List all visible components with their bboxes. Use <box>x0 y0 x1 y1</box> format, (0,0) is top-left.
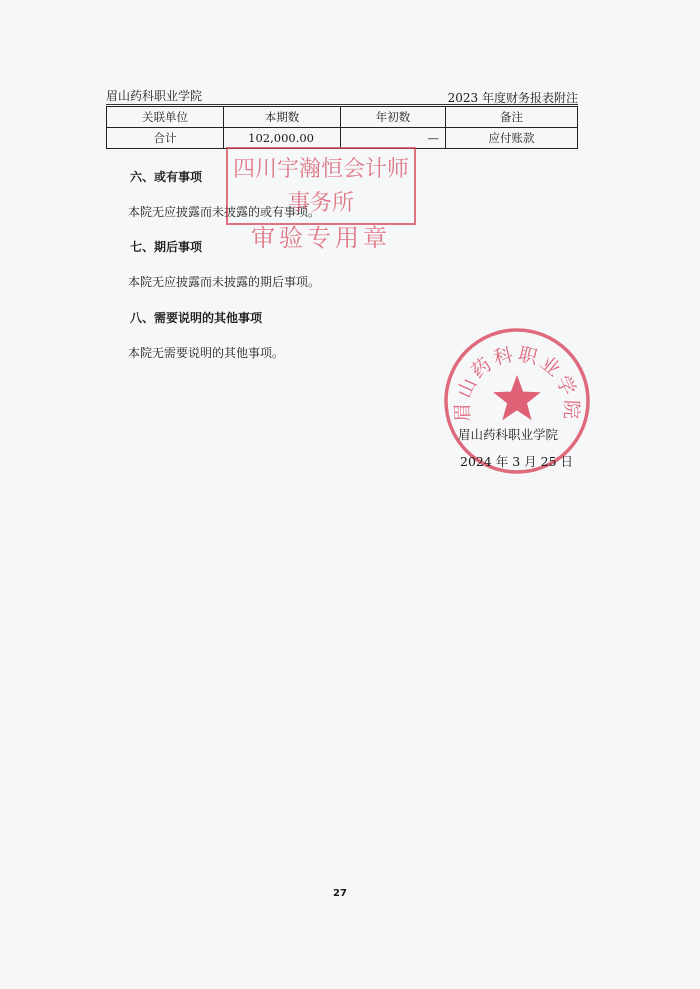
section-body-other-matters: 本院无需要说明的其他事项。 <box>128 346 285 360</box>
page-number: 27 <box>333 888 347 899</box>
audit-stamp <box>226 147 416 252</box>
related-party-table <box>106 106 578 149</box>
column-header-remarks: 备注 <box>446 107 578 128</box>
cell-beginning-of-year: — <box>341 128 446 149</box>
header-rule <box>106 104 578 105</box>
section-heading-other-matters: 八、需要说明的其他事项 <box>130 311 263 325</box>
cell-remarks: 应付账款 <box>446 128 578 149</box>
audit-stamp-purpose: 审验专用章 <box>251 224 391 252</box>
table-header-row <box>107 107 578 128</box>
signature-date: 2024 年 3 月 25 日 <box>460 454 574 469</box>
section-heading-contingencies: 六、或有事项 <box>130 170 203 184</box>
section-body-subsequent-events: 本院无应披露而未披露的期后事项。 <box>128 275 321 289</box>
seal-star-icon <box>493 375 541 420</box>
audit-stamp-firm: 四川宇瀚恒会计师事务所 <box>232 157 409 216</box>
column-header-beginning-of-year: 年初数 <box>341 107 446 128</box>
seal-text: 眉山药科职业学院 <box>451 343 583 423</box>
column-header-related-unit: 关联单位 <box>107 107 224 128</box>
header-report-title: 2023 年度财务报表附注 <box>447 91 578 105</box>
cell-total-label: 合计 <box>107 128 224 149</box>
signature-org-name: 眉山药科职业学院 <box>458 427 559 442</box>
header-org-name: 眉山药科职业学院 <box>106 89 203 103</box>
cell-current-period: 102,000.00 <box>224 128 341 149</box>
column-header-current-period: 本期数 <box>224 107 341 128</box>
section-body-contingencies: 本院无应披露而未披露的或有事项。 <box>128 205 321 219</box>
table-row <box>107 128 578 149</box>
section-heading-subsequent-events: 七、期后事项 <box>130 240 203 254</box>
